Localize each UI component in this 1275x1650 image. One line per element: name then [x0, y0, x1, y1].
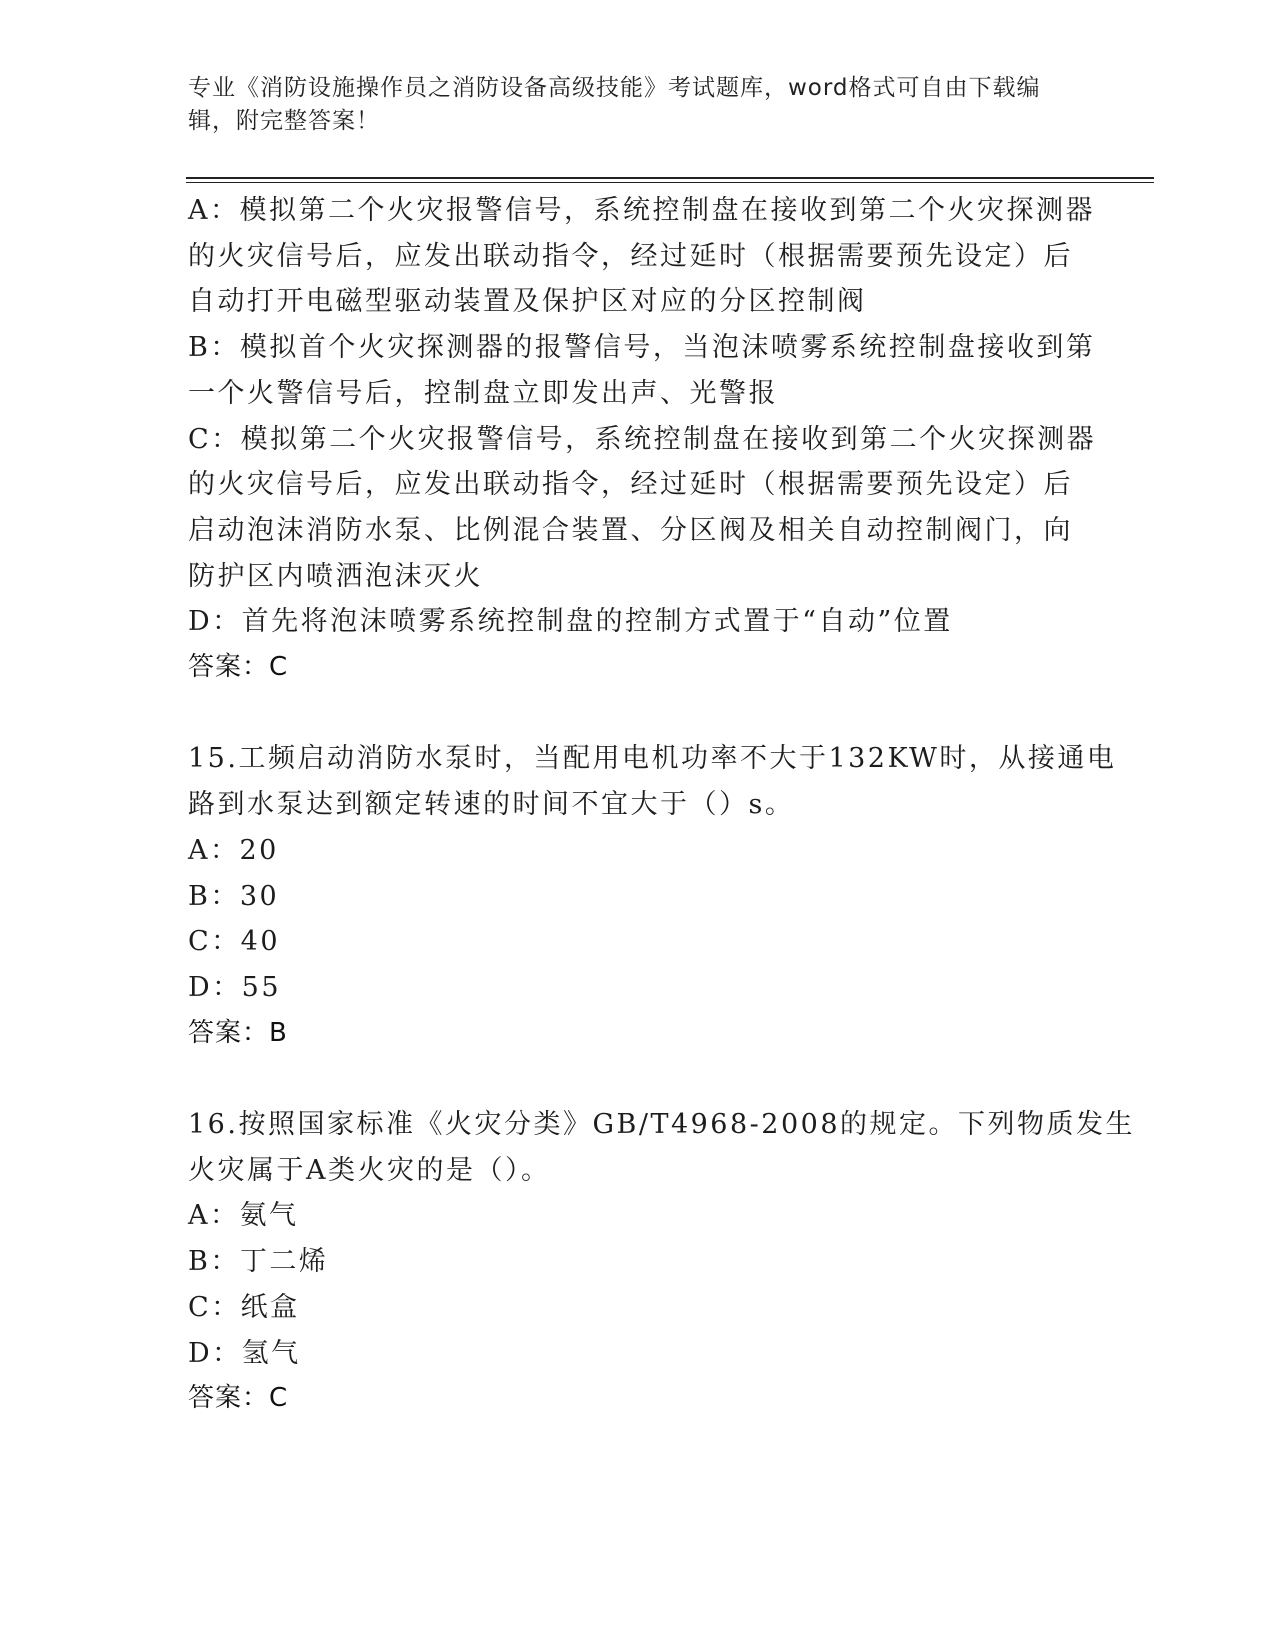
header-divider-thin	[186, 182, 1154, 183]
q15-option-a: A：20	[188, 834, 279, 866]
q16-option-b: B：丁二烯	[188, 1246, 329, 1278]
q15-option-c: C：40	[188, 926, 281, 958]
q14-option-a-line-3: 自动打开电磁型驱动装置及保护区对应的分区控制阀	[188, 286, 867, 318]
q16-option-c: C：纸盒	[188, 1291, 300, 1323]
document-header	[188, 72, 1088, 138]
q16-option-a: A：氨气	[188, 1200, 299, 1232]
q14-option-d: D：首先将泡沫喷雾系统控制盘的控制方式置于“自动”位置	[188, 606, 953, 638]
q14-option-c-line-4: 防护区内喷洒泡沫灭火	[188, 560, 483, 592]
q14-answer: 答案：C	[188, 652, 289, 683]
q14-option-b-line-1: B：模拟首个火灾探测器的报警信号，当泡沫喷雾系统控制盘接收到第	[188, 332, 1096, 364]
q15-option-d: D：55	[188, 971, 282, 1003]
q14-option-a-line-2: 的火灾信号后，应发出联动指令，经过延时（根据需要预先设定）后	[188, 240, 1073, 272]
q15-answer: 答案：B	[188, 1017, 288, 1048]
q16-answer: 答案：C	[188, 1383, 289, 1414]
q14-option-c-line-3: 启动泡沫消防水泵、比例混合装置、分区阀及相关自动控制阀门，向	[188, 514, 1073, 546]
q14-option-a-line-1: A：模拟第二个火灾报警信号，系统控制盘在接收到第二个火灾探测器	[188, 195, 1095, 226]
header-divider-thick	[186, 177, 1154, 179]
q14-option-c-line-2: 的火灾信号后，应发出联动指令，经过延时（根据需要预先设定）后	[188, 469, 1073, 501]
q14-option-b-line-2: 一个火警信号后，控制盘立即发出声、光警报	[188, 377, 778, 409]
q16-stem-line-1: 16.按照国家标准《火灾分类》GB/T4968-2008的规定。下列物质发生	[188, 1109, 1136, 1141]
question-16	[188, 1102, 1136, 1422]
q16-stem-line-2: 火灾属于A类火灾的是（）。	[188, 1154, 551, 1186]
q15-stem-line-2: 路到水泵达到额定转速的时间不宜大于（）s。	[188, 789, 795, 821]
q15-stem-line-1: 15.工频启动消防水泵时，当配用电机功率不大于132KW时，从接通电	[188, 743, 1117, 775]
question-15	[188, 736, 1117, 1056]
q16-option-d: D：氢气	[188, 1337, 301, 1369]
question-content	[188, 188, 1136, 1422]
question-14-options	[188, 188, 1097, 691]
header-line-2: 辑，附完整答案！	[188, 108, 380, 134]
q14-option-c-line-1: C：模拟第二个火灾报警信号，系统控制盘在接收到第二个火灾探测器	[188, 423, 1097, 455]
header-line-1: 专业《消防设施操作员之消防设备高级技能》考试题库，word格式可自由下载编	[188, 75, 1041, 101]
q15-option-b: B：30	[188, 880, 280, 912]
